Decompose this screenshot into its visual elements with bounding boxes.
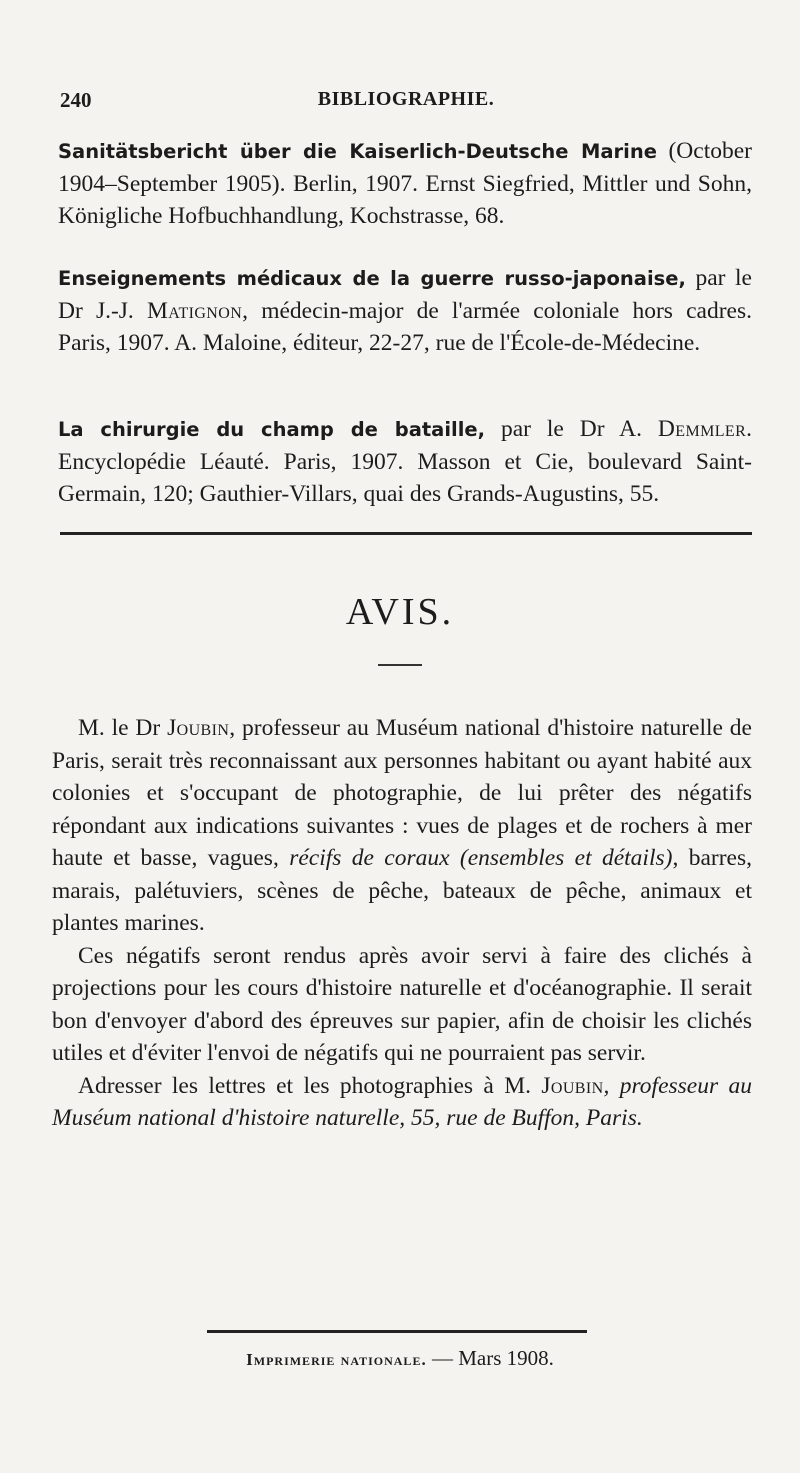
notice-italic-text: , professeur au Muséum national d'histoire naturelle, 55, rue de Buffon, Paris. [52, 1072, 752, 1131]
notice-text: , professeur au Muséum national d'histoire naturelle de Paris, serait très reconnaissant aux personnes habitant ou ayant habité aux colonies et s'occupant de photographie, de lui prêter des négatifs répondant aux indications suivantes : vues de plages et de rochers à mer haute et basse, vagues, [52, 715, 752, 871]
page-number: 240 [60, 88, 92, 112]
printer-imprint [0, 1346, 800, 1371]
entry-text: par le Dr A. [485, 416, 658, 442]
notice-italic-text: récifs de coraux (ensembles et détails) [289, 845, 673, 871]
notice-name: Joubin [541, 1072, 604, 1099]
notice-name: Joubin [167, 715, 230, 741]
bibliography-entry [58, 413, 752, 510]
notice-title: AVIS. [345, 591, 455, 633]
notice-text: Adresser les lettres et les photographies à M. [78, 1072, 542, 1099]
notice-body [52, 712, 752, 1135]
title-underline [378, 664, 422, 666]
bibliography-entry [58, 262, 752, 359]
entry-title: La chirurgie du champ de bataille, [58, 418, 486, 441]
notice-paragraph [52, 1070, 752, 1135]
entry-author: Matignon [146, 298, 243, 324]
entry-text: , médecin-major de l'armée coloniale hors cadres. Paris, 1907. A. Maloine, éditeur, 22-27, rue de l'École-de-Médecine. [58, 298, 752, 356]
bibliography-entry [58, 135, 752, 232]
entry-title: Sanitätsbericht über die Kaiserlich-Deutsche Marine [58, 140, 657, 163]
running-head [60, 88, 752, 122]
entry-author: Demmler [657, 416, 747, 442]
running-title: BIBLIOGRAPHIE. [317, 88, 495, 110]
entry-text: par le Dr J.-J. [58, 265, 752, 324]
entry-title: Enseignements médicaux de la guerre russo-japonaise, [58, 267, 686, 290]
entry-text: . Encyclopédie Léauté. Paris, 1907. Masson et Cie, boulevard Saint-Germain, 120; Gauthier-Villars, quai des Grands-Augustins, 55. [58, 416, 753, 507]
section-divider [60, 532, 752, 535]
print-date: — Mars 1908. [426, 1346, 554, 1370]
printer-name: Imprimerie nationale. [246, 1350, 427, 1369]
footer-divider [207, 1330, 587, 1333]
notice-text: M. le Dr [78, 715, 168, 741]
notice-paragraph [52, 712, 752, 940]
notice-paragraph: Ces négatifs seront rendus après avoir servi à faire des clichés à projections pour les cours d'histoire naturelle et d'océanographie. Il serait bon d'envoyer d'abord des épreuves sur papier, afin de choisir les clichés utiles et d'éviter l'envoi de négatifs qui ne pourraient pas servir. [52, 942, 752, 1066]
entry-text: (October 1904–September 1905). Berlin, 1907. Ernst Siegfried, Mittler und Sohn, Königliche Hofbuchhandlung, Kochstrasse, 68. [58, 138, 752, 229]
notice-text: , barres, marais, palétuviers, scènes de pêche, bateaux de pêche, animaux et plantes marines. [52, 845, 752, 936]
